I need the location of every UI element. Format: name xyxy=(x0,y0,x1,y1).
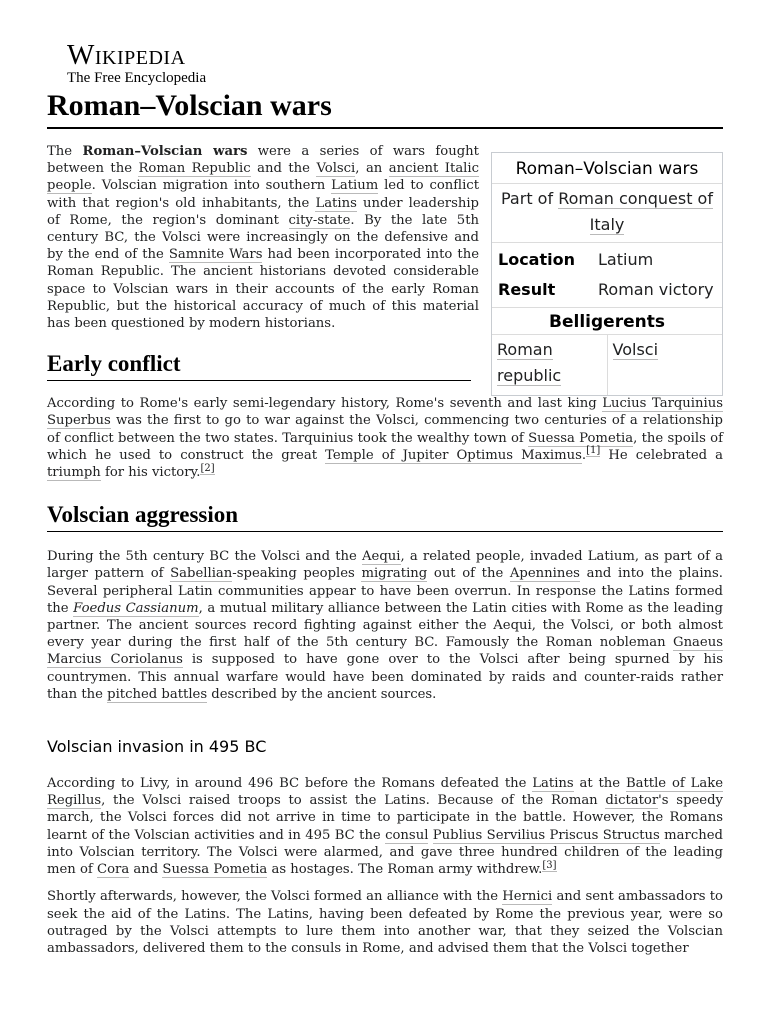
invasion-paragraph-1: According to Livy, in around 496 BC before the Romans defeated the Latins at the Battle of Lake Regillus, the Volsci raised troops to assist the Latins. Because of the Roman dictator's speedy march, the Volsci forces did not arrive in time to participate in the battle. However, the Romans learnt of the Volscian activities and in 495 BC the consul Publius Servilius Priscus Structus marched into Volscian territory. The Volsci were alarmed, and gave three hundred children of the leading men of Cora and Suessa Pometia as hostages. The Roman army withdrew.[3] xyxy=(47,776,724,878)
early-conflict-paragraph: According to Rome's early semi-legendary history, Rome's seventh and last king Lucius Tarquinius Superbus was the first to go to war against the Volsci, commencing two centuries of a relationship of conflict between the two states. Tarquinius took the wealthy town of Suessa Pometia, the spoils of which he used to construct the great Temple of Jupiter Optimus Maximus.[1] He celebrated a triumph for his victory.[2] xyxy=(47,396,723,481)
link-tarquinius[interactable]: Lucius Tarquinius Superbus xyxy=(47,396,723,429)
link-ancient-italic-people[interactable]: ancient Italic people xyxy=(47,161,479,194)
link-coriolanus[interactable]: Gnaeus Marcius Coriolanus xyxy=(47,635,723,668)
link-suessa-pometia-2[interactable]: Suessa Pometia xyxy=(162,862,268,878)
link-temple-jupiter[interactable]: Temple of Jupiter Optimus Maximus xyxy=(325,447,582,463)
infobox-title: Roman–Volscian wars xyxy=(492,153,722,184)
wikipedia-logo[interactable] xyxy=(47,40,723,86)
link-cora[interactable]: Cora xyxy=(97,862,130,878)
link-latins-2[interactable]: Latins xyxy=(532,776,574,792)
logo-wordmark: Wikipedia xyxy=(67,39,186,71)
infobox-location-row xyxy=(492,247,722,273)
belligerents-row xyxy=(492,335,722,395)
location-value: Latium xyxy=(598,250,654,269)
link-consul[interactable]: consul xyxy=(385,827,429,843)
heading-early-conflict: Early conflict xyxy=(47,350,471,381)
citation-2[interactable]: [2] xyxy=(200,462,215,474)
infobox-part-of: Part of Roman conquest of Italy xyxy=(492,184,722,243)
link-apennines[interactable]: Apennines xyxy=(509,566,580,582)
volsci-link[interactable]: Volsci xyxy=(612,340,659,359)
aggression-paragraph: During the 5th century BC the Volsci and the Aequi, a related people, invaded Latium, as part of a larger pattern of Sabellian-speaking peoples migrating out of the Apennines and into the plains. Several peripheral Latin communities appear to have been overrun. In response the Latins formed the Foedus Cassianum, a mutual military alliance between the Latin cities with Rome as the leading partner. The ancient sources record fighting against either the Aequi, the Volsci, or both almost every year during the first half of the 5th century BC. Famously the Roman nobleman Gnaeus Marcius Coriolanus is supposed to have gone over to the Volsci after being spurned by his countrymen. This annual warfare would have been dominated by raids and counter-raids rather than the pitched battles described by the ancient sources. xyxy=(47,549,723,702)
link-aequi[interactable]: Aequi xyxy=(362,549,401,565)
link-publius-servilius[interactable]: Publius Servilius Priscus Structus xyxy=(432,827,660,843)
logo-tagline: The Free Encyclopedia xyxy=(67,70,207,86)
invasion-paragraph-2: Shortly afterwards, however, the Volsci formed an alliance with the Hernici and sent ambassadors to seek the aid of the Latins. The Latins, having been defeated by Rome the previous year, were so outraged by the Volsci attempts to lure them into another war, that they seized the Volscian ambassadors, delivered them to the consuls in Rome, and advised them that the Volsci together xyxy=(47,889,723,956)
link-sabellian[interactable]: Sabellian xyxy=(170,566,233,582)
article-page xyxy=(47,40,723,957)
link-migrating[interactable]: migrating xyxy=(361,566,428,582)
infobox xyxy=(491,152,723,396)
heading-volscian-aggression: Volscian aggression xyxy=(47,501,723,532)
page-title: Roman–Volscian wars xyxy=(47,88,723,129)
link-roman-republic[interactable]: Roman Republic xyxy=(138,161,251,177)
location-label: Location xyxy=(498,250,575,269)
link-hernici[interactable]: Hernici xyxy=(502,889,553,905)
belligerent-roman xyxy=(492,335,607,395)
link-samnite-wars[interactable]: Samnite Wars xyxy=(168,247,263,263)
link-lake-regillus[interactable]: Battle of Lake Regillus xyxy=(47,776,724,809)
link-latium[interactable]: Latium xyxy=(331,178,379,194)
infobox-result-row xyxy=(492,277,722,303)
belligerent-volsci xyxy=(607,335,723,395)
link-triumph[interactable]: triumph xyxy=(47,465,101,481)
link-dictator[interactable]: dictator xyxy=(605,793,659,809)
link-city-state[interactable]: city-state xyxy=(288,212,351,228)
roman-republic-link[interactable]: Roman republic xyxy=(497,340,562,385)
citation-3[interactable]: [3] xyxy=(542,859,557,871)
result-value: Roman victory xyxy=(598,280,714,299)
link-pitched-battles[interactable]: pitched battles xyxy=(107,686,208,702)
result-label: Result xyxy=(498,280,556,299)
belligerents-header: Belligerents xyxy=(492,307,722,335)
link-foedus-cassianum[interactable]: Foedus Cassianum xyxy=(73,600,199,616)
heading-volscian-invasion: Volscian invasion in 495 BC xyxy=(47,737,267,757)
link-volsci[interactable]: Volsci xyxy=(316,161,356,177)
link-latins[interactable]: Latins xyxy=(315,195,357,211)
citation-1[interactable]: [1] xyxy=(586,445,601,457)
link-suessa-pometia[interactable]: Suessa Pometia xyxy=(528,430,634,446)
roman-conquest-link[interactable]: Roman conquest of Italy xyxy=(558,189,713,234)
intro-paragraph: The Roman–Volscian wars were a series of wars fought between the Roman Republic and the Volsci, an ancient Italic people. Volscian migration into southern Latium led to conflict with that region's old inhabitants, the Latins under leadership of Rome, the region's dominant city-state. By the late 5th century BC, the Volsci were increasingly on the defensive and by the end of the Samnite Wars had been incorporated into the Roman Republic. The ancient historians devoted considerable space to Volscian wars in their accounts of the early Roman Republic, but the historical accuracy of much of this material has been questioned by modern historians. xyxy=(47,144,479,332)
